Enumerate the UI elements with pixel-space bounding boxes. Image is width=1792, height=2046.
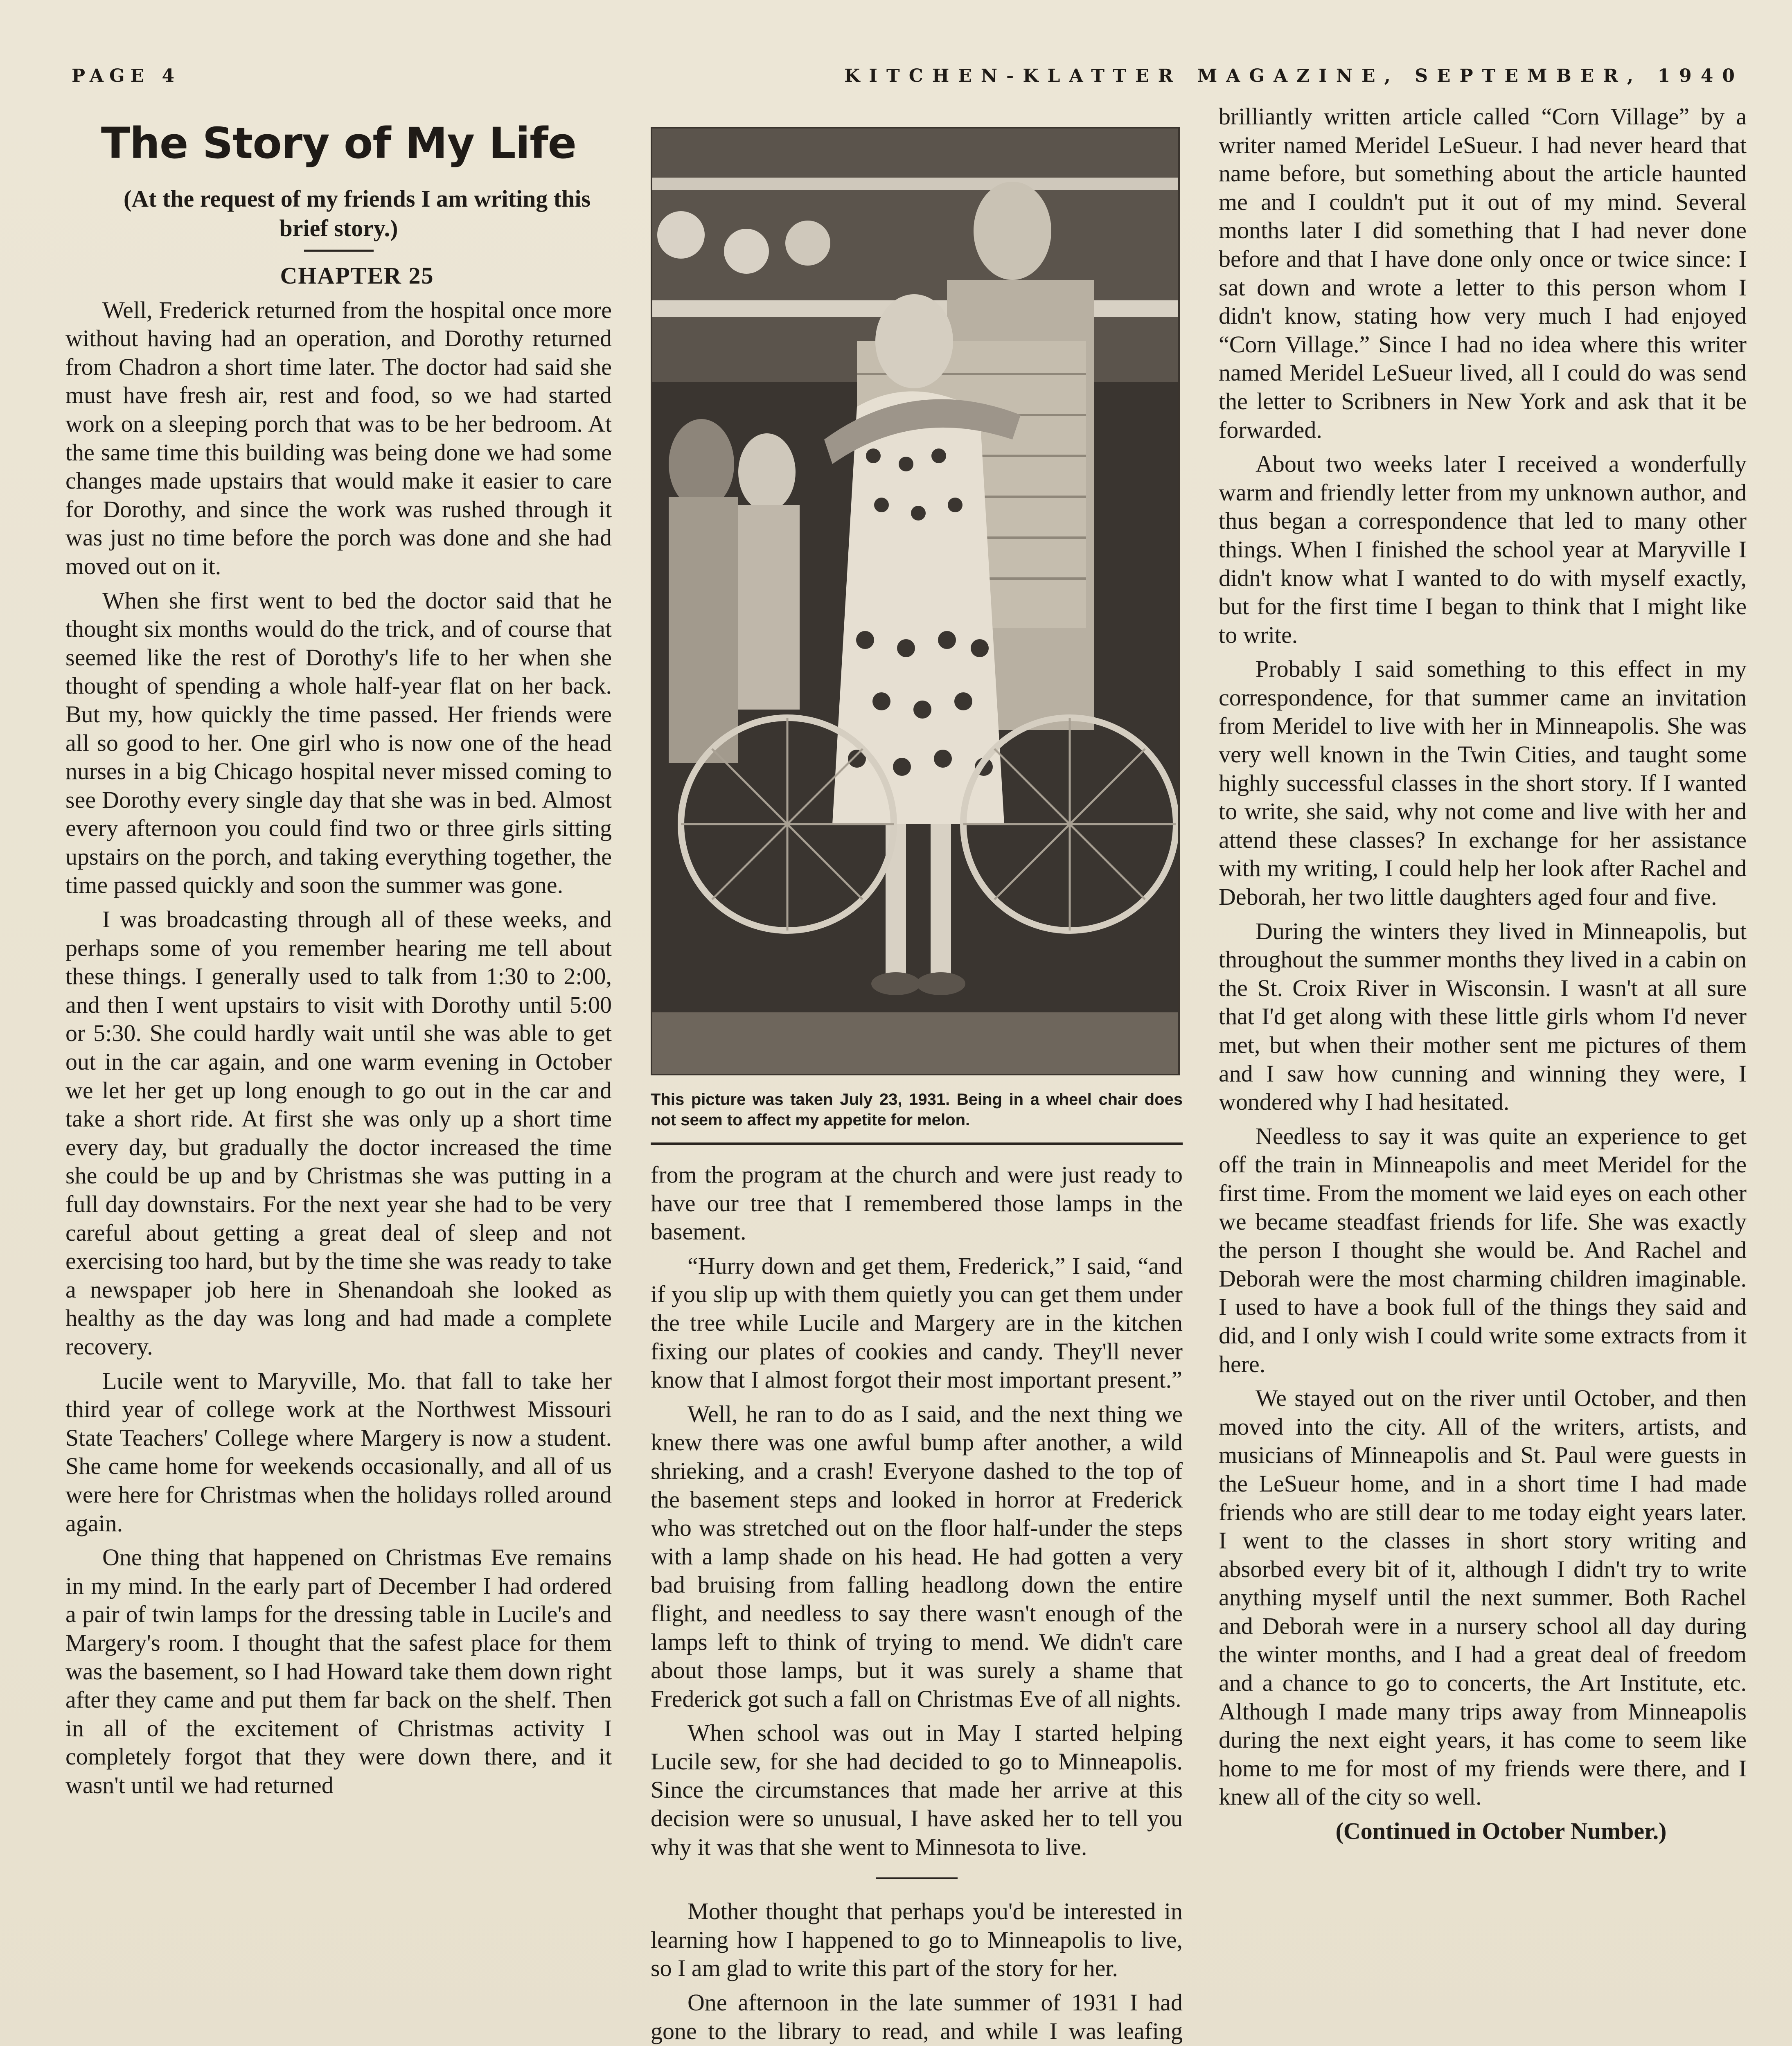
paragraph: About two weeks later I received a wonderfully warm and friendly letter from my unknown author, and thus began a correspondence that led to many other things. When I finished the school year at Maryville I didn't know what I wanted to do with myself exactly, but for the first time I began to think that I might like to write. [1219, 451, 1747, 648]
paragraph: Needless to say it was quite an experience to get off the train in Minneapolis and meet Meridel for the first time. From the moment we laid eyes on each other we became steadfast friends for life. She was exactly the person I thought she would be. And Rachel and Deborah were the most charming children imaginable. I used to have a book full of the things they said and did, and I only wish I could write some extracts from it here. [1219, 1122, 1747, 1377]
paragraph: from the program at the church and were just ready to have our tree that I remembered those lamps in the basement. [651, 1161, 1183, 1245]
masthead: KITCHEN-KLATTER MAGAZINE, SEPTEMBER, 1940 [844, 65, 1744, 86]
paragraph: One thing that happened on Christmas Eve remains in my mind. In the early part of December I had ordered a pair of twin lamps for the dressing table in Lucile's and Margery's room. I thought that the safest place for them was the basement, so I had Howard take them down right after they came and put them far back on the shelf. Then in all of the excitement of Christmas activity I completely forgot that they were down there, and it wasn't until we had returned [65, 1544, 612, 1798]
paragraph: When she first went to bed the doctor said that he thought six months would do the trick, and of course that seemed like the rest of Dorothy's life to her when she thought of spending a whole half-year flat on her back. But my, how quickly the time passed. Her friends were all so good to her. One girl who is now one of the head nurses in a big Chicago hospital never missed coming to see Dorothy every single day that she was in bed. Almost every afternoon you could find two or three girls sitting upstairs on the porch, and taking everything together, the time passed quickly and soon the summer was gone. [65, 587, 612, 899]
chapter-heading: CHAPTER 25 [280, 262, 434, 289]
page-header [72, 61, 1744, 94]
paragraph: One afternoon in the late summer of 1931 I had gone to the library to read, and while I was leafing [651, 1989, 1183, 2044]
paragraph: brilliantly written article called “Corn Village” by a writer named Meridel LeSueur. I had never heard that name before, but something about the article haunted me and I couldn't put it out of my mind. Several months later I did something that I had never done before and that I have done only once or twice since: I sat down and wrote a letter to this person whom I didn't know, stating how very much I had enjoyed “Corn Village.” Since I had no idea where this writer named Meridel LeSueur lived, all I could do was send the letter to Scribners in New York and ask that it be forwarded. [1219, 103, 1747, 443]
article-title: The Story of My Life [101, 118, 577, 168]
paragraph: “Hurry down and get them, Frederick,” I said, “and if you slip up with them quietly you can get them under the tree while Lucile and Margery are in the kitchen fixing our plates of cookies and candy. They'll never know that I almost forgot their most important present.” [651, 1252, 1183, 1393]
column-2 [651, 102, 1183, 2046]
paragraph: Well, he ran to do as I said, and the next thing we knew there was one awful bump after another, a wild shrieking, and a crash! Everyone dashed to the top of the basement steps and looked in horror at Frederick who was stretched out on the floor half-under the steps with a lamp shade on his head. He had gotten a very bad bruising from falling headlong down the entire flight, and needless to say there wasn't enough of the lamps left to think of trying to mend. We didn't care about those lamps, but it was surely a shame that Frederick got such a fall on Christmas Eve of all nights. [651, 1400, 1183, 1712]
paragraph: Probably I said something to this effect in my correspondence, for that summer came an invitation from Meridel to live with her in Minneapolis. She was very well known in the Twin Cities, and taught some highly successful classes in the short story. If I wanted to write, she said, why not come and live with her and attend these classes? In exchange for her assistance with my writing, I could help her look after Rachel and Deborah, her two little daughters aged four and five. [1219, 656, 1747, 910]
paragraph: I was broadcasting through all of these weeks, and perhaps some of you remember hearing me tell about these things. I generally used to talk from 1:30 to 2:00, and then I went upstairs to visit with Dorothy until 5:00 or 5:30. She could hardly wait until she was able to get out in the car again, and one warm evening in October we let her get up long enough to go out in the car and take a short ride. At first she was only up a short time every day, but gradually the doctor increased the time she could be up and by Christmas she was putting in a full day downstairs. For the next year she had to be very careful about getting a great deal of sleep and not exercising too hard, but by the time she was ready to take a newspaper job here in Shenandoah she looked as healthy as the day was long and had made a complete recovery. [65, 906, 612, 1360]
wheelchair-photo [651, 127, 1180, 1075]
column-3 [1219, 102, 1747, 1851]
section-divider [876, 1877, 958, 1879]
caption-divider [651, 1142, 1183, 1145]
continued-note: (Continued in October Number.) [1335, 1818, 1667, 1845]
paragraph: We stayed out on the river until October, and then moved into the city. All of the writers, artists, and musicians of Minneapolis and St. Paul were guests in the LeSueur home, and in a short time I had made friends who are still dear to me today eight years later. I went to the classes in short story writing and absorbed every bit of it, although I didn't try to write anything myself until the next summer. Both Rachel and Deborah were in a nursery school all day during the winter months, and I had a great deal of freedom and a chance to go to concerts, the Art Institute, etc. Although I made many trips away from Minneapolis during the next eight years, it has come to seem like home to me for most of my friends were there, and I knew all of the city so well. [1219, 1385, 1747, 1810]
title-divider [304, 250, 374, 252]
article-subtitle: (At the request of my friends I am writing this brief story.) [123, 185, 591, 241]
paragraph: Lucile went to Maryville, Mo. that fall to take her third year of college work at the Northwest Missouri State Teachers' College where Margery is now a student. She came home for weekends occasionally, and all of us were here for Christmas when the holidays rolled around again. [65, 1367, 612, 1537]
photo-caption: This picture was taken July 23, 1931. Being in a wheel chair does not seem to affect my appetite for melon. [651, 1091, 1183, 1129]
paragraph: Well, Frederick returned from the hospital once more without having had an operation, and Dorothy returned from Chadron a short time later. The doctor had said she must have fresh air, rest and food, so we had started work on a sleeping porch that was to be her bedroom. At the same time this building was being done we had some changes made upstairs that would make it easier to care for Dorothy, and since the work was rushed through it was just no time before the porch was done and she had moved out on it. [65, 296, 612, 579]
paragraph: When school was out in May I started helping Lucile sew, for she had decided to go to Minneapolis. Since the circumstances that made her arrive at this decision were so unusual, I have asked her to tell you why it was that she went to Minnesota to live. [651, 1719, 1183, 1860]
page-number: PAGE 4 [72, 65, 180, 86]
photo-illustration [652, 128, 1178, 1074]
paragraph: During the winters they lived in Minneapolis, but throughout the summer months they lived in a cabin on the St. Croix River in Wisconsin. I wasn't at all sure that I'd get along with these little girls whom I'd never met, but when their mother sent me pictures of them and I saw how cunning and winning they were, I wondered why I had hesitated. [1219, 917, 1747, 1115]
column-1 [65, 102, 612, 1805]
paragraph: Mother thought that perhaps you'd be interested in learning how I happened to go to Minneapolis to live, so I am glad to write this part of the story for her. [651, 1898, 1183, 1982]
